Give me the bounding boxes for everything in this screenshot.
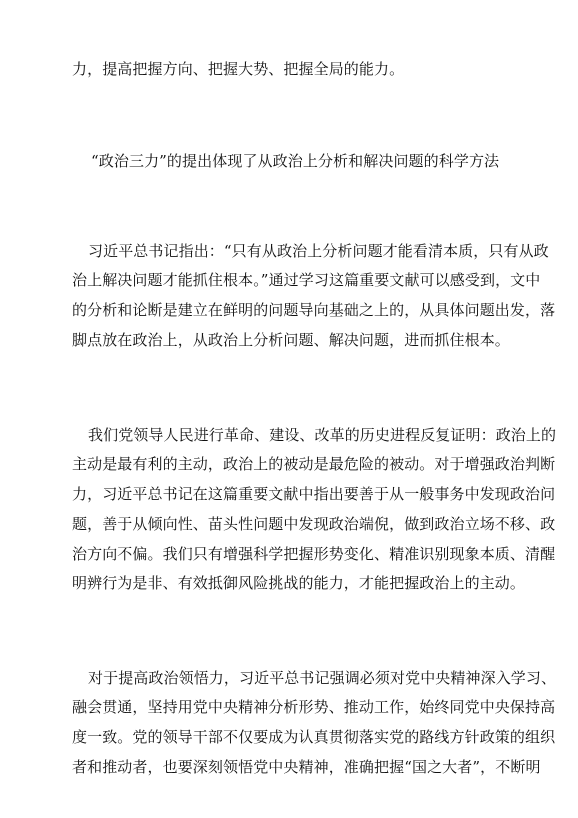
text-line: 我们党领导人民进行革命、建设、改革的历史进程反复证明：政治上的 xyxy=(88,426,557,444)
text-line: 习近平总书记指出：“只有从政治上分析问题才能看清本质，只有从政 xyxy=(88,242,549,260)
text-line: “政治三力”的提出体现了从政治上分析和解决问题的科学方法 xyxy=(91,152,500,170)
text-line: 脚点放在政治上，从政治上分析问题、解决问题，进而抓住根本。 xyxy=(72,331,510,349)
text-line: 治方向不偏。我们只有增强科学把握形势变化、精准识别现象本质、清醒 xyxy=(72,545,556,563)
text-line: 者和推动者，也要深刻领悟党中央精神，准确把握“国之大者”，不断明 xyxy=(72,758,541,776)
text-line: 力，习近平总书记在这篇重要文献中指出要善于从一般事务中发现政治问 xyxy=(72,485,556,503)
text-line: 对于提高政治领悟力，习近平总书记强调必须对党中央精神深入学习、 xyxy=(88,669,557,687)
text-line: 力，提高把握方向、把握大势、把握全局的能力。 xyxy=(72,60,405,78)
text-line: 题，善于从倾向性、苗头性问题中发现政治端倪，做到政治立场不移、政 xyxy=(72,515,556,533)
text-line: 明辨行为是非、有效抵御风险挑战的能力，才能把握政治上的主动。 xyxy=(72,574,526,592)
text-line: 治上解决问题才能抓住根本。”通过学习这篇重要文献可以感受到，文中 xyxy=(72,271,541,289)
text-line: 主动是最有利的主动，政治上的被动是最危险的被动。对于增强政治判断 xyxy=(72,455,556,473)
text-line: 的分析和论断是建立在鲜明的问题导向基础之上的，从具体问题出发，落 xyxy=(72,301,556,319)
text-line: 融会贯通，坚持用党中央精神分析形势、推动工作，始终同党中央保持高 xyxy=(72,698,556,716)
text-line: 度一致。党的领导干部不仅要成为认真贯彻落实党的路线方针政策的组织 xyxy=(72,728,556,746)
